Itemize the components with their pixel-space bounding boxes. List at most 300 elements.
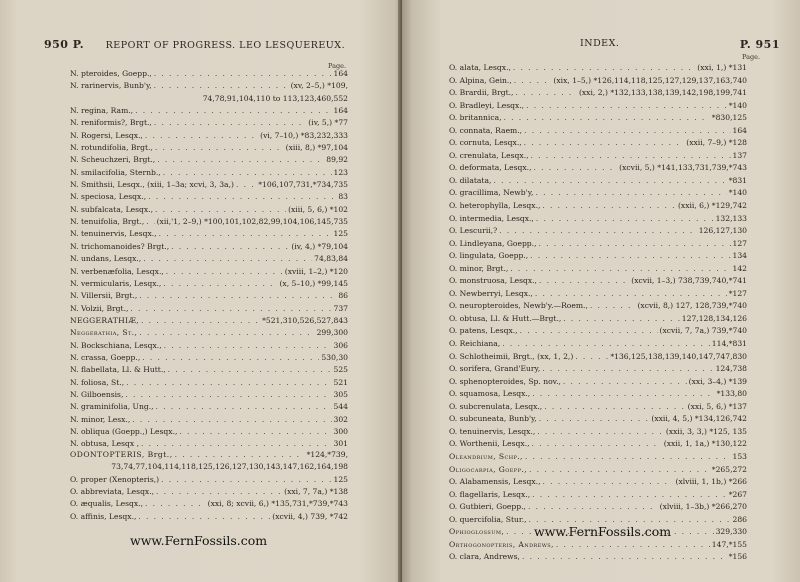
index-entry <box>449 489 747 502</box>
entry-name: O. sphenopteroides, Sp. nov., <box>449 376 561 386</box>
leader-dots <box>138 511 270 523</box>
entry-name: O. subcrenulata, Lesqx., <box>449 401 543 411</box>
entry-page-refs: (xxii, 7–9,) *128 <box>686 138 747 148</box>
entry-page-refs: 153 <box>732 451 747 461</box>
leader-dots <box>130 303 331 315</box>
leader-dots <box>155 142 284 154</box>
index-entry <box>70 117 348 129</box>
entry-page-refs: (xxi, 5, 6,) *137 <box>687 401 747 411</box>
index-entry <box>449 250 747 263</box>
leader-dots <box>171 241 289 253</box>
entry-page-refs: 132,133 <box>715 213 747 223</box>
left-page-number: 950 P. <box>44 38 85 51</box>
entry-name: N. tenuifolia, Brgt., <box>70 217 145 227</box>
entry-name: O. subcuneata, Bunb'y, <box>449 414 537 424</box>
leader-dots <box>139 327 314 339</box>
entry-page-refs: *521,310,526,527,843 <box>262 315 348 325</box>
entry-page-refs: 127,128,134,126 <box>681 313 747 323</box>
leader-dots <box>539 275 629 288</box>
entry-page-refs: (xcvii, 1–3,) 738,739,740,*741 <box>631 276 747 286</box>
entry-name: O. affinis, Lesqx., <box>70 511 137 521</box>
entry-name: O. Lescurii,? <box>449 226 498 236</box>
index-entry <box>449 112 747 125</box>
index-entry <box>449 150 747 163</box>
left-index-list <box>70 68 348 451</box>
entry-page-refs: (xiii, 8,) *97,104 <box>285 143 348 153</box>
left-index-list-odontopteris <box>70 449 348 523</box>
leader-dots <box>141 315 260 327</box>
left-watermark: www.FernFossils.com <box>130 533 268 548</box>
index-entry <box>70 216 348 228</box>
entry-page-refs: (xxii, 4, 5,) *134,126,742 <box>651 414 747 424</box>
entry-page-refs: (xlviii, 1, 1b,) *266 <box>675 477 747 487</box>
entry-name: O. æqualis, Lesqx., <box>70 499 144 509</box>
entry-name: Oleandrium, Schp., <box>449 451 523 461</box>
leader-dots <box>522 551 727 564</box>
leader-dots <box>156 401 332 413</box>
entry-name: N. rarinervis, Bunb'y, <box>70 81 152 91</box>
entry-page-refs: 73,74,77,104,114,118,125,126,127,130,143,147,162,164,198 <box>111 462 348 472</box>
entry-page-refs: 125 <box>333 474 348 484</box>
entry-page-refs: (xii,'1, 2–9,) *100,101,102,82,99,104,106,145,735 <box>156 217 348 227</box>
leader-dots <box>164 340 332 352</box>
index-entry <box>449 451 747 464</box>
entry-name: O. obtusa, Ll. & Hutt.—Brgt., <box>449 313 562 323</box>
entry-page-refs: 302 <box>333 414 348 424</box>
entry-name: O. Lindleyana, Goepp., <box>449 238 537 248</box>
leader-dots <box>504 112 710 125</box>
index-entry <box>70 498 348 510</box>
entry-name: N. flabellata, Ll. & Hutt., <box>70 365 166 375</box>
entry-page-refs: *124,*739, <box>306 450 348 459</box>
leader-dots <box>146 216 154 228</box>
leader-dots <box>556 539 710 552</box>
leader-dots <box>166 266 283 278</box>
index-entry <box>449 413 747 426</box>
entry-name: O. squamosa, Lesqx., <box>449 389 531 399</box>
index-entry <box>449 338 747 351</box>
entry-page-refs: 89,92 <box>326 155 348 165</box>
index-entry <box>70 179 348 191</box>
index-entry <box>70 191 348 203</box>
entry-page-refs: (xix, 1–5,) *126,114,118,125,127,129,137,163,740 <box>553 75 747 85</box>
index-entry <box>70 352 348 364</box>
entry-page-refs: (xcvii, 5,) *141,133,731,739,*743 <box>619 163 747 173</box>
index-entry <box>449 137 747 150</box>
entry-page-refs: (xxi, 3–4,) *139 <box>688 376 747 386</box>
leader-dots <box>532 438 662 451</box>
index-entry <box>449 200 747 213</box>
entry-page-refs: 137 <box>732 150 747 160</box>
entry-name: O. Worthenii, Lesqx., <box>449 439 530 449</box>
index-entry <box>449 100 747 113</box>
index-entry <box>449 388 747 401</box>
entry-name: N. speciosa, Lesqx., <box>70 192 147 202</box>
entry-name: O. Brardii, Brgt., <box>449 88 514 98</box>
index-entry <box>70 474 348 486</box>
entry-page-refs: 114,*831 <box>711 339 747 349</box>
leader-dots <box>148 191 336 203</box>
entry-page-refs: 86 <box>338 291 348 301</box>
entry-name: O. sorifera, Grand'Eury, <box>449 364 541 374</box>
entry-page-refs: *140 <box>728 188 747 198</box>
entry-page-refs: 164 <box>732 125 747 135</box>
leader-dots <box>514 75 552 88</box>
entry-name: N. minor, Lesx., <box>70 414 131 424</box>
index-entry <box>70 167 348 179</box>
entry-name: N. rotundifolia, Brgt., <box>70 143 153 153</box>
leader-dots <box>525 451 731 464</box>
leader-dots <box>563 376 687 389</box>
entry-page-refs: *127 <box>728 288 747 298</box>
entry-page-refs: 164 <box>333 69 348 78</box>
index-entry <box>70 266 348 278</box>
entry-page-refs: *830,125 <box>711 113 747 123</box>
entry-name: O. lingulata, Goepp., <box>449 251 529 261</box>
index-entry <box>70 253 348 265</box>
entry-name: Oligocarpia, Goepp., <box>449 464 527 474</box>
index-entry <box>449 401 747 414</box>
index-entry <box>449 238 747 251</box>
leader-dots <box>542 363 713 376</box>
entry-name: N. Bockschiana, Lesqx., <box>70 340 162 350</box>
entry-name: N. Volzii, Brgt., <box>70 303 129 313</box>
index-entry <box>70 290 348 302</box>
entry-name: O. monstruosa, Lesqx., <box>449 276 537 286</box>
index-entry <box>70 389 348 401</box>
entry-page-refs: 126,127,130 <box>698 226 747 236</box>
entry-name: N. Smithsii, Lesqx., (xiii, 1–3a; xcvi, 3, 3a,) <box>70 180 234 190</box>
entry-page-refs: (iv, 4,) *79,104 <box>291 241 348 251</box>
entry-name: O. Newberryi, Lesqx., <box>449 288 533 298</box>
entry-name: O. Bradleyi, Lesqx., <box>449 100 525 110</box>
entry-name: O. crenulata, Lesqx., <box>449 150 529 160</box>
entry-page-refs: *267 <box>728 489 747 499</box>
entry-name: N. graminifolia, Ung., <box>70 402 154 412</box>
leader-dots <box>139 290 336 302</box>
leader-dots <box>544 401 685 414</box>
entry-page-refs: 74,83,84 <box>314 254 348 264</box>
leader-dots <box>157 154 324 166</box>
entry-name: N. tenuinervis, Lesqx., <box>70 229 157 239</box>
leader-dots <box>542 476 673 489</box>
index-entry <box>449 300 747 313</box>
index-entry <box>70 154 348 166</box>
entry-page-refs: 83 <box>338 192 348 202</box>
entry-page-refs: 134 <box>732 251 747 261</box>
entry-name: O. Alpina, Gein., <box>449 75 512 85</box>
index-entry <box>70 340 348 352</box>
leader-dots <box>163 167 332 179</box>
entry-page-refs: (xxii, 6,) *129,742 <box>677 201 747 211</box>
entry-page-refs: 164 <box>333 106 348 116</box>
entry-name: NEGGERATHIÆ, <box>70 315 139 325</box>
leader-dots <box>132 414 331 426</box>
right-running-head <box>580 38 780 49</box>
index-entry <box>70 315 348 327</box>
entry-name: N. obtusa, Lesqx , <box>70 439 140 449</box>
leader-dots <box>534 162 618 175</box>
index-entry <box>449 87 747 100</box>
entry-page-refs: 521 <box>333 377 348 387</box>
entry-name: N. smilacifolia, Sternb., <box>70 167 161 177</box>
entry-name: O. tenuinervis, Lesqx., <box>449 426 536 436</box>
entry-page-refs: 286 <box>732 514 747 524</box>
right-page-column-label: Page. <box>742 53 761 61</box>
leader-dots <box>145 498 206 510</box>
leader-dots <box>537 426 664 439</box>
entry-page-refs: *140 <box>728 100 747 110</box>
leader-dots <box>499 225 697 238</box>
entry-name: O. Schlotheimii, Brgt., (xx, 1, 2,) <box>449 351 574 361</box>
index-entry <box>449 187 747 200</box>
entry-page-refs: 124,738 <box>715 364 747 374</box>
left-running-title: REPORT OF PROGRESS. LEO LESQUEREUX. <box>105 40 346 51</box>
index-entry <box>449 175 747 188</box>
leader-dots <box>154 80 289 92</box>
entry-page-refs: (xxii, 3, 3,) *125, 135 <box>665 426 747 436</box>
leader-dots <box>529 464 710 477</box>
leader-dots <box>536 213 714 226</box>
index-entry <box>449 501 747 514</box>
index-entry <box>70 327 348 339</box>
entry-page-refs: 305 <box>333 389 348 399</box>
entry-name: O. intermedia, Lesqx., <box>449 213 534 223</box>
entry-name: N. verbenæfolia, Lesqx., <box>70 266 164 276</box>
entry-name: O. Reichiana, <box>449 339 501 349</box>
leader-dots <box>532 489 727 502</box>
entry-page-refs: *265,272 <box>711 464 747 474</box>
index-entry <box>70 204 348 216</box>
entry-name: N. reniformis?, Brgt., <box>70 118 152 128</box>
leader-dots <box>510 263 730 276</box>
leader-dots <box>145 130 258 142</box>
entry-page-refs: 300 <box>333 426 348 436</box>
entry-page-refs: 127 <box>732 238 747 248</box>
right-watermark: www.FernFossils.com <box>534 524 672 539</box>
entry-page-refs: (xxi, 7, 7a,) *138 <box>284 487 348 497</box>
entry-page-refs: (xxi, 8; xcvii, 6,) *135,731,*739,*743 <box>207 499 348 509</box>
leader-dots <box>535 187 726 200</box>
index-entry <box>449 438 747 451</box>
index-entry <box>70 228 348 240</box>
entry-name: O. neuropteroides, Newb'y.—Roem., <box>449 301 588 311</box>
leader-dots <box>532 388 714 401</box>
leader-dots <box>524 137 685 150</box>
index-entry <box>449 213 747 226</box>
entry-page-refs: 301 <box>333 439 348 449</box>
leader-dots <box>175 449 305 461</box>
leader-dots <box>590 300 636 313</box>
entry-name: O. connata, Raem., <box>449 125 523 135</box>
index-entry <box>449 376 747 389</box>
leader-dots <box>236 179 256 191</box>
entry-name: N. Gilboensis, <box>70 389 124 399</box>
entry-page-refs: (xv, 2–5,) *109, <box>290 81 348 91</box>
entry-page-refs: 123 <box>333 167 348 177</box>
entry-page-refs: 299,300 <box>316 328 348 338</box>
index-entry <box>70 93 348 105</box>
entry-page-refs: (vi, 7–10,) *83,232,333 <box>260 130 348 140</box>
entry-name: N. vermicularis, Lesqx., <box>70 278 162 288</box>
index-entry <box>70 241 348 253</box>
entry-page-refs: *136,125,138,139,140,147,747,830 <box>610 351 747 361</box>
entry-name: O. abbreviata, Lesqx., <box>70 487 155 497</box>
index-entry <box>449 476 747 489</box>
entry-name: O. gracillima, Newb'y, <box>449 188 534 198</box>
entry-name: O. dilatata, <box>449 175 492 185</box>
leader-dots <box>154 68 332 80</box>
entry-page-refs: *831 <box>728 175 747 185</box>
entry-name: N. Villersii, Brgt., <box>70 291 138 301</box>
index-entry <box>70 80 348 92</box>
leader-dots <box>168 364 332 376</box>
leader-dots <box>159 228 332 240</box>
leader-dots <box>531 150 731 163</box>
entry-name: O. quercifolia, Stur., <box>449 514 527 524</box>
entry-page-refs: (xxii, 1, 1a,) *130,122 <box>663 439 747 449</box>
leader-dots <box>575 351 608 364</box>
index-entry <box>70 364 348 376</box>
index-entry <box>449 75 747 88</box>
index-entry <box>449 426 747 439</box>
leader-dots <box>154 117 306 129</box>
index-entry <box>449 288 747 301</box>
index-entry <box>70 449 348 461</box>
entry-name: N. foliosa, St., <box>70 377 125 387</box>
right-running-title: INDEX. <box>580 38 620 49</box>
leader-dots <box>502 338 710 351</box>
index-entry <box>449 62 747 75</box>
entry-name: O. deformata, Lesqx., <box>449 163 532 173</box>
leader-dots <box>520 325 658 338</box>
entry-name: O. flagellaris, Lesqx., <box>449 489 531 499</box>
entry-page-refs: 737 <box>333 303 348 313</box>
index-entry <box>449 313 747 326</box>
leader-dots <box>179 426 331 438</box>
leader-dots <box>539 413 650 426</box>
leader-dots <box>563 313 679 326</box>
index-entry <box>449 464 747 477</box>
entry-page-refs: *156 <box>728 552 747 562</box>
entry-name: O. heterophylla, Lesqx., <box>449 201 541 211</box>
leader-dots <box>526 100 727 113</box>
entry-name: O. britannica, <box>449 113 502 123</box>
entry-name: Neggerathia, St., <box>70 328 138 338</box>
index-entry <box>449 539 747 552</box>
leader-dots <box>542 200 676 213</box>
entry-page-refs: (xviii, 1–2,) *120 <box>284 266 348 276</box>
entry-name: O. proper (Xenopteris,) <box>70 474 160 484</box>
leader-dots <box>493 175 726 188</box>
entry-name: N. pteroides, Goepp., <box>70 69 152 78</box>
entry-name: Orthogonopteris, Andrews, <box>449 539 554 549</box>
leader-dots <box>513 62 695 75</box>
entry-name: O. alata, Lesqx., <box>449 63 511 72</box>
entry-page-refs: (xlviii, 1–3b,) *266,270 <box>659 502 747 512</box>
leader-dots <box>143 253 312 265</box>
index-entry <box>449 351 747 364</box>
index-entry <box>70 461 348 473</box>
index-entry <box>70 68 348 80</box>
entry-name: N. subfalcata, Lesqx., <box>70 204 153 214</box>
entry-page-refs: 147,*155 <box>711 539 747 549</box>
index-entry <box>70 130 348 142</box>
leader-dots <box>163 278 277 290</box>
index-entry <box>70 142 348 154</box>
index-entry <box>70 414 348 426</box>
index-entry <box>449 162 747 175</box>
entry-name: O. Gutbieri, Goepp., <box>449 502 526 512</box>
index-entry <box>70 426 348 438</box>
index-entry <box>70 486 348 498</box>
index-entry <box>70 377 348 389</box>
entry-name: N. Scheuchzeri, Brgt., <box>70 155 156 165</box>
leader-dots <box>539 238 731 251</box>
leader-dots <box>126 377 331 389</box>
entry-page-refs: (xxi, 2,) *132,133,138,139,142,198,199,741 <box>578 88 747 98</box>
entry-name: O. patens, Lesqx., <box>449 326 518 336</box>
left-page-column-label: Page. <box>328 62 347 70</box>
entry-page-refs: *106,107,731,*734,735 <box>258 180 348 190</box>
index-entry <box>70 278 348 290</box>
leader-dots <box>125 389 331 401</box>
entry-name: O. cornuta, Lesqx., <box>449 138 522 148</box>
entry-name: N. regina, Ram., <box>70 106 134 116</box>
entry-name: N. undans, Lesqx., <box>70 254 142 264</box>
index-entry <box>449 263 747 276</box>
leader-dots <box>155 204 286 216</box>
right-index-list <box>449 62 747 564</box>
index-entry <box>449 551 747 564</box>
entry-name: N. trichomanoides? Brgt., <box>70 241 170 251</box>
entry-page-refs: 530,30 <box>321 352 348 362</box>
entry-page-refs: (xiii, 5, 6,) *102 <box>288 204 348 214</box>
entry-page-refs: 125 <box>333 229 348 239</box>
leader-dots <box>535 288 727 301</box>
index-entry <box>70 303 348 315</box>
entry-page-refs: (iv, 5,) *77 <box>308 118 348 128</box>
entry-name: N. Rogersi, Lesqx., <box>70 130 143 140</box>
index-entry <box>449 325 747 338</box>
entry-name: Ophioglossum, <box>449 527 505 537</box>
leader-dots <box>156 486 282 498</box>
leader-dots <box>524 125 730 138</box>
index-entry <box>70 105 348 117</box>
right-page-number: P. 951 <box>739 38 780 51</box>
left-running-head <box>44 38 345 51</box>
leader-dots <box>528 501 658 514</box>
entry-page-refs: (xcvii, 4,) 739, *742 <box>272 511 348 521</box>
leader-dots <box>161 474 331 486</box>
entry-name: O. minor, Brgt., <box>449 263 509 273</box>
entry-page-refs: 306 <box>333 340 348 350</box>
entry-page-refs: (xcvii, 7, 7a,) 739,*740 <box>659 326 747 336</box>
entry-name: N. obliqua (Goepp.,) Lesqx., <box>70 426 178 436</box>
entry-page-refs: 525 <box>333 365 348 375</box>
entry-page-refs: (xxi, 1,) *131 <box>697 63 747 72</box>
index-entry <box>449 225 747 238</box>
entry-page-refs: *133,80 <box>716 389 747 399</box>
index-entry <box>449 125 747 138</box>
entry-page-refs: 142 <box>732 263 747 273</box>
entry-page-refs: 544 <box>333 402 348 412</box>
index-entry <box>449 363 747 376</box>
entry-name: O. Alabamensis, Lesqx., <box>449 477 541 487</box>
leader-dots <box>515 87 576 100</box>
entry-name: O. clara, Andrews, <box>449 552 520 562</box>
entry-page-refs: 329,330 <box>715 527 747 537</box>
